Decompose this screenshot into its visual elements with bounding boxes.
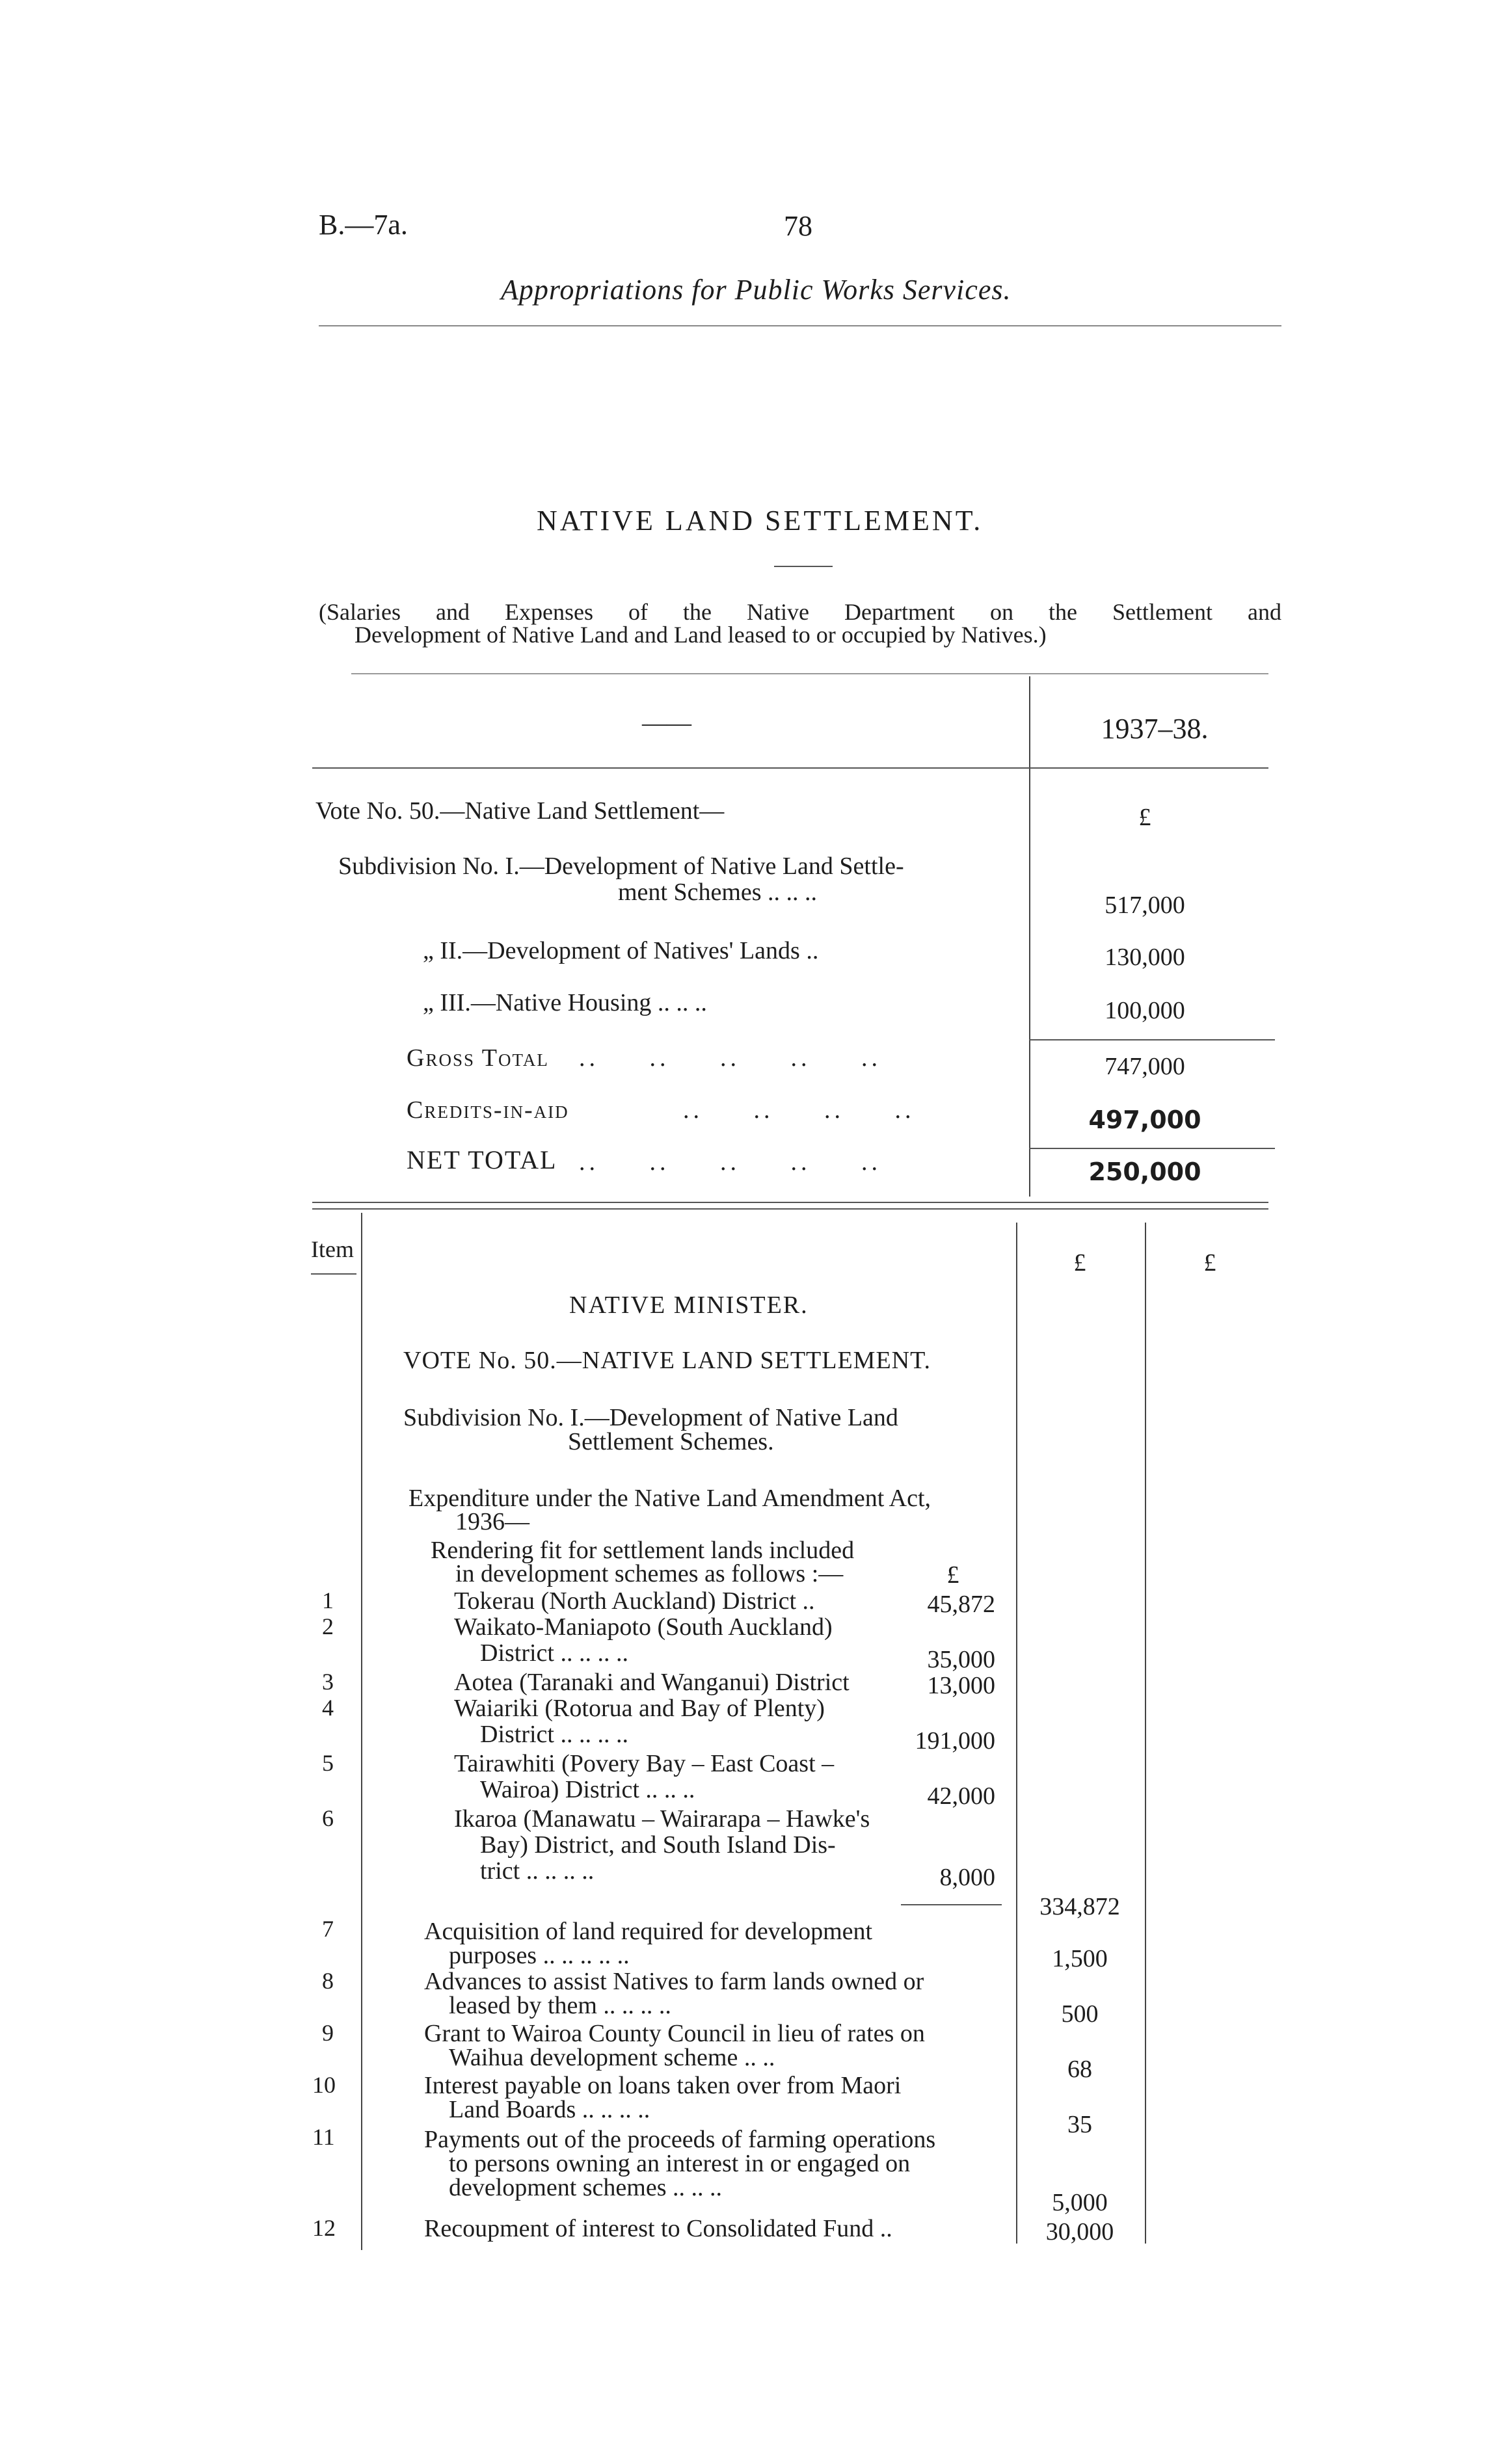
summary-credits-value: 497,000 xyxy=(1088,1106,1201,1134)
item-label-cont: Land Boards .. .. .. .. xyxy=(449,2096,650,2123)
item-label: Grant to Wairoa County Council in lieu of rates on xyxy=(424,2020,925,2047)
district-label: Waikato-Maniapoto (South Auckland) xyxy=(454,1613,833,1641)
page-number: 78 xyxy=(784,210,812,242)
district-label-cont: District .. .. .. .. xyxy=(480,1639,628,1667)
item-value: 30,000 xyxy=(1045,2218,1114,2245)
detail-currency-2: £ xyxy=(1203,1249,1216,1277)
summary-currency: £ xyxy=(1138,804,1151,831)
item-value: 35 xyxy=(1067,2111,1092,2138)
item-label-cont: Waihua development scheme .. .. xyxy=(449,2044,775,2071)
item-number: 6 xyxy=(322,1805,334,1831)
summary-row-1-label-cont: ment Schemes .. .. .. xyxy=(618,879,818,906)
districts-subtotal-rule xyxy=(901,1904,1002,1905)
summary-row-3-value: 100,000 xyxy=(1105,997,1185,1024)
item-number: 5 xyxy=(322,1750,334,1776)
double-rule-top xyxy=(312,1202,1268,1203)
detail-currency-1: £ xyxy=(1073,1249,1086,1277)
summary-header-rule xyxy=(312,767,1268,769)
header-rule xyxy=(319,325,1281,326)
detail-col2-divider xyxy=(1145,1223,1146,2244)
district-label-cont: District .. .. .. .. xyxy=(480,1721,628,1748)
section-description-2: Development of Native Land and Land leased to or occupied by Natives.) xyxy=(355,622,1047,648)
item-label-cont: purposes .. .. .. .. .. xyxy=(449,1942,630,1969)
detail-item-header: Item xyxy=(311,1236,354,1262)
item-number: 9 xyxy=(322,2020,334,2046)
detail-subdivision-2: Settlement Schemes. xyxy=(568,1428,774,1455)
running-title: Appropriations for Public Works Services. xyxy=(501,274,1011,306)
item-label: Interest payable on loans taken over from Maori xyxy=(424,2072,902,2099)
item-label-cont: development schemes .. .. .. xyxy=(449,2174,723,2201)
district-value: 13,000 xyxy=(927,1672,995,1699)
summary-net-total-label: NET TOTAL xyxy=(407,1145,557,1174)
item-number: 12 xyxy=(312,2215,336,2241)
summary-row-2-label: „ II.—Development of Natives' Lands .. xyxy=(423,937,819,964)
district-label: Aotea (Taranaki and Wanganui) District xyxy=(454,1669,850,1696)
item-label-cont: leased by them .. .. .. .. xyxy=(449,1992,671,2019)
summary-row-1-value: 517,000 xyxy=(1105,892,1185,919)
district-label-cont: Wairoa) District .. .. .. xyxy=(480,1776,695,1803)
district-value: 42,000 xyxy=(927,1782,995,1810)
item-number: 1 xyxy=(322,1587,334,1613)
item-number: 8 xyxy=(322,1968,334,1994)
district-label-cont: Bay) District, and South Island Dis- xyxy=(480,1831,836,1859)
district-label: Tairawhiti (Povery Bay – East Coast – xyxy=(454,1750,835,1777)
item-value: 5,000 xyxy=(1052,2189,1108,2216)
item-label: Payments out of the proceeds of farming operations xyxy=(424,2126,936,2153)
detail-rendering-1: Rendering fit for settlement lands included xyxy=(431,1537,855,1564)
document-ref: B.—7a. xyxy=(319,209,408,241)
detail-rendering-2: in development schemes as follows :— xyxy=(455,1560,844,1587)
item-label: Advances to assist Natives to farm lands owned or xyxy=(424,1968,924,1995)
district-value: 45,872 xyxy=(927,1591,995,1618)
detail-col1-divider xyxy=(1016,1223,1017,2244)
district-value: 191,000 xyxy=(915,1727,995,1755)
item-number: 11 xyxy=(312,2124,335,2150)
summary-gross-rule xyxy=(1029,1039,1275,1040)
district-value: 35,000 xyxy=(927,1646,995,1673)
section-description-1: (Salaries and Expenses of the Native Department on the Settlement and xyxy=(319,599,1281,625)
item-number: 7 xyxy=(322,1916,334,1942)
summary-col-header-year: 1937–38. xyxy=(1101,713,1209,745)
summary-gross-total-value: 747,000 xyxy=(1105,1053,1185,1080)
item-number: 4 xyxy=(322,1695,334,1721)
district-label: Waiariki (Rotorua and Bay of Plenty) xyxy=(454,1695,825,1722)
detail-vote-title: VOTE No. 50.—NATIVE LAND SETTLEMENT. xyxy=(403,1347,931,1374)
detail-item-header-rule xyxy=(311,1273,356,1275)
double-rule-bottom xyxy=(312,1208,1268,1210)
item-value: 68 xyxy=(1067,2056,1092,2083)
title-rule xyxy=(774,566,833,567)
detail-minister: NATIVE MINISTER. xyxy=(569,1292,809,1319)
summary-col-divider xyxy=(1029,676,1030,1197)
summary-net-total-value: 250,000 xyxy=(1088,1158,1201,1186)
item-label: Recoupment of interest to Consolidated Fund .. xyxy=(424,2215,892,2242)
summary-top-rule xyxy=(351,673,1268,674)
summary-vote-line: Vote No. 50.—Native Land Settlement— xyxy=(315,797,725,825)
detail-expenditure-2: 1936— xyxy=(455,1508,529,1535)
item-label-cont: to persons owning an interest in or engaged on xyxy=(449,2150,911,2177)
district-value: 8,000 xyxy=(939,1864,995,1891)
item-number: 3 xyxy=(322,1669,334,1695)
summary-credits-label: Credits-in-aid xyxy=(407,1096,569,1124)
item-label: Acquisition of land required for development xyxy=(424,1918,873,1945)
summary-row-3-label: „ III.—Native Housing .. .. .. xyxy=(423,989,707,1016)
detail-item-divider xyxy=(361,1213,362,2250)
item-value: 500 xyxy=(1061,2000,1099,2028)
detail-subdivision-1: Subdivision No. I.—Development of Native Land xyxy=(403,1404,898,1431)
summary-credits-dots: .. .. .. .. xyxy=(683,1096,915,1124)
item-number: 2 xyxy=(322,1613,334,1639)
summary-row-2-value: 130,000 xyxy=(1105,944,1185,971)
detail-expenditure-1: Expenditure under the Native Land Amendment Act, xyxy=(409,1485,931,1512)
summary-row-1-label: Subdivision No. I.—Development of Native Land Settle- xyxy=(338,853,904,880)
summary-gross-dots: .. .. .. .. .. xyxy=(579,1044,881,1072)
summary-gross-total-label: Gross Total xyxy=(407,1044,549,1072)
district-label: Ikaroa (Manawatu – Wairarapa – Hawke's xyxy=(454,1805,870,1833)
item-value: 1,500 xyxy=(1052,1945,1108,1972)
section-title: NATIVE LAND SETTLEMENT. xyxy=(537,505,984,537)
district-label: Tokerau (North Auckland) District .. xyxy=(454,1587,815,1615)
district-label-cont: trict .. .. .. .. xyxy=(480,1857,595,1885)
summary-net-dots: .. .. .. .. .. xyxy=(579,1148,881,1176)
summary-col-header-left: —— xyxy=(642,709,691,737)
districts-total: 334,872 xyxy=(1039,1893,1120,1920)
detail-sub-currency: £ xyxy=(946,1561,959,1589)
summary-net-rule xyxy=(1029,1148,1275,1149)
item-number: 10 xyxy=(312,2072,336,2098)
